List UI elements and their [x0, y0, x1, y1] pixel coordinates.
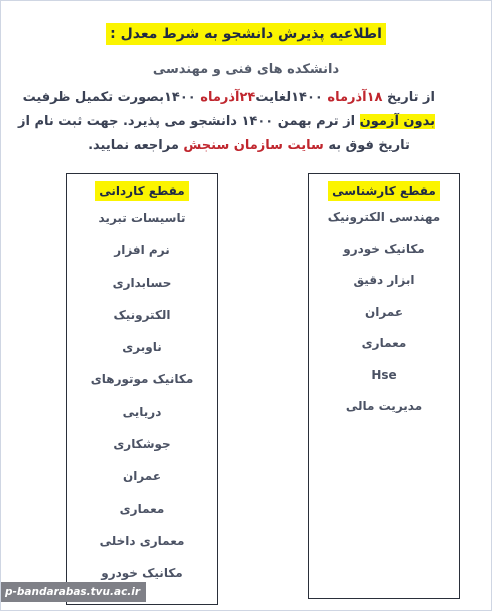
line1-text-a: از تاریخ — [382, 90, 435, 105]
site-watermark: p-bandarabas.tvu.ac.ir — [1, 582, 146, 602]
start-date: ۱۸آذرماه — [327, 90, 383, 105]
announcement-line-1 — [22, 86, 435, 110]
list-item: معماری — [361, 336, 407, 350]
list-item: دریایی — [122, 404, 162, 419]
list-item: تاسیسات تبرید — [98, 211, 186, 225]
faculty-subtitle: دانشکده های فنی و مهندسی — [152, 62, 340, 77]
sanjesh-site-link: سایت سازمان سنجش — [183, 138, 324, 153]
announcement-text — [17, 86, 435, 158]
list-item: مدیریت مالی — [345, 399, 423, 413]
bachelor-heading-wrap — [309, 180, 459, 202]
bachelor-heading: مقطع کارشناسی — [328, 181, 440, 201]
announcement-line-3 — [63, 134, 435, 158]
line1-text-c: ۱۴۰۰بصورت تکمیل ظرفیت — [22, 90, 201, 105]
list-item: ابزار دقیق — [353, 273, 415, 287]
associate-box — [66, 173, 218, 605]
announcement-line-2 — [17, 110, 435, 134]
list-item: الکترونیک — [113, 307, 171, 322]
list-item: نرم افزار — [114, 243, 170, 258]
no-exam-highlight: بدون آزمون — [359, 114, 435, 129]
bachelor-box — [308, 173, 460, 599]
line3-text-a: تاریخ فوق به — [323, 138, 410, 153]
associate-list — [67, 202, 217, 590]
list-item: معماری داخلی — [99, 533, 185, 548]
list-item: مکانیک خودرو — [101, 566, 183, 581]
list-item: حسابداری — [112, 275, 172, 290]
list-item: ناوبری — [122, 340, 162, 355]
end-date: ۲۴آذرماه — [200, 90, 256, 105]
associate-heading-wrap — [67, 180, 217, 202]
list-item: عمران — [122, 469, 162, 484]
list-item: Hse — [371, 367, 397, 382]
list-item: جوشکاری — [113, 437, 171, 452]
line1-text-b: ۱۴۰۰لغایت — [255, 90, 328, 105]
list-item: عمران — [364, 304, 404, 319]
list-item: مکانیک خودرو — [343, 241, 425, 256]
page-title: اطلاعیه پذیرش دانشجو به شرط معدل : — [106, 23, 386, 45]
bachelor-list — [309, 202, 459, 423]
list-item: مهندسی الکترونیک — [327, 210, 441, 224]
line3-text-b: مراجعه نمایید. — [88, 138, 184, 153]
list-item: مکانیک موتورهای — [90, 372, 194, 387]
title-wrap — [1, 23, 491, 45]
associate-heading: مقطع کاردانی — [95, 181, 188, 201]
line2-text: از ترم بهمن ۱۴۰۰ دانشجو می پذیرد. جهت ثبت نام از — [17, 114, 360, 129]
list-item: معماری — [119, 501, 165, 516]
